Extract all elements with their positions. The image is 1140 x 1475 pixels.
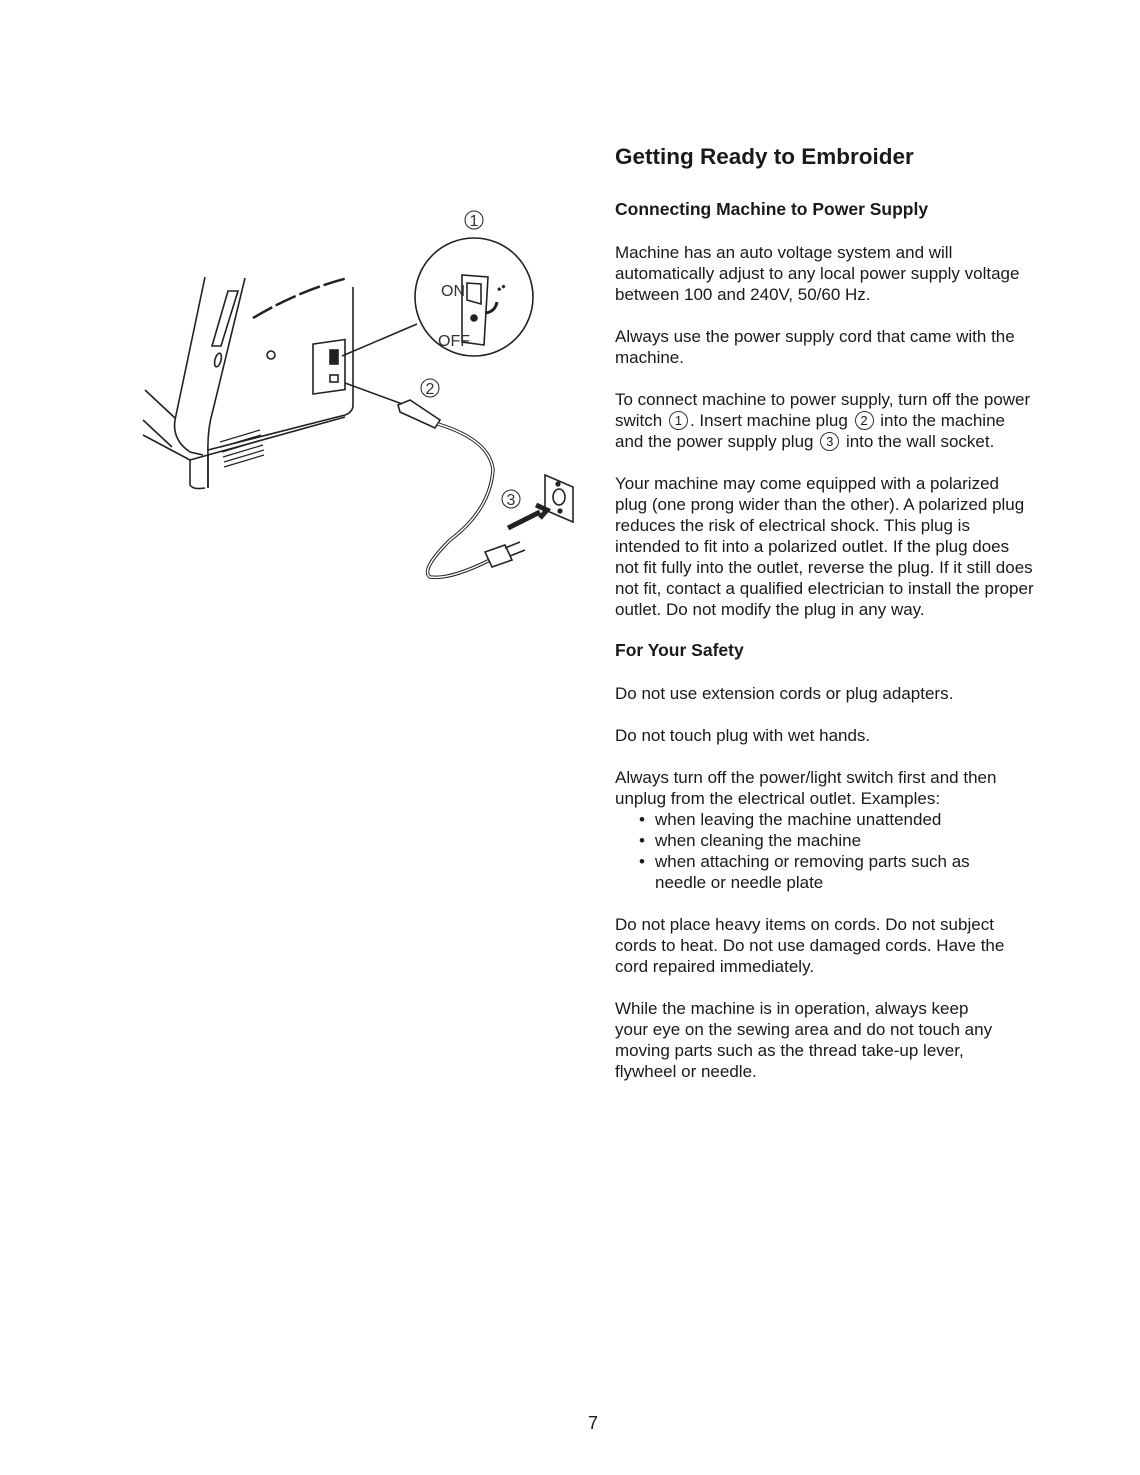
list-item: • when attaching or removing parts such as needle or needle plate (655, 851, 995, 893)
text: into the wall socket. (841, 432, 995, 451)
switch-on-label: ON (441, 283, 465, 300)
power-switch-detail (342, 238, 533, 356)
section-heading-power: Connecting Machine to Power Supply (615, 199, 929, 219)
section-heading-safety: For Your Safety (615, 640, 744, 660)
paragraph: Do not touch plug with wet hands. (615, 726, 871, 745)
text-column (615, 140, 1035, 1103)
paragraph: Do not place heavy items on cords. Do not subject cords to heat. Do not use damaged cords. Have the cord repaired immediately. (615, 915, 1005, 976)
text: . Insert machine plug (689, 411, 848, 430)
callout-1-label: 1 (469, 213, 479, 230)
switch-off-label: OFF (438, 333, 470, 350)
power-cord (345, 383, 525, 577)
list-item: • when leaving the machine unattended (655, 809, 1035, 830)
sewing-machine-illustration (143, 277, 353, 489)
bullet-list (615, 809, 1035, 893)
paragraph: Machine has an auto voltage system and will automatically adjust to any local power supply voltage between 100 and 240V, 50/60 Hz. (615, 243, 1020, 304)
paragraph: Do not use extension cords or plug adapters. (615, 684, 954, 703)
callout-3-ref: 3 (820, 432, 839, 451)
callout-1-ref: 1 (669, 411, 688, 430)
callout-3-label: 3 (506, 492, 516, 509)
paragraph: Your machine may come equipped with a polarized plug (one prong wider than the other). A polarized plug reduces the risk of electrical shock. This plug is intended to fit into a polarized outlet. If the plug does not fit fully into the outlet, reverse the plug. If it still does not fit, contact a qualified electrician to install the proper outlet. Do not modify the plug in any way. (615, 474, 1034, 619)
text: into the machine and the power supply plug (615, 411, 1005, 451)
page-title: Getting Ready to Embroider (615, 144, 914, 169)
callout-2-ref: 2 (855, 411, 874, 430)
paragraph: Always use the power supply cord that came with the machine. (615, 327, 1015, 367)
paragraph: While the machine is in operation, always keep your eye on the sewing area and do not touch any moving parts such as the thread take-up lever, flywheel or needle. (615, 999, 993, 1081)
list-item: • when cleaning the machine (655, 830, 1035, 851)
callout-2-label: 2 (425, 381, 435, 398)
page-number: 7 (587, 1413, 598, 1433)
text: To connect machine to power supply, turn off the power switch (615, 390, 1031, 430)
wall-outlet (508, 475, 573, 528)
paragraph: Always turn off the power/light switch first and then unplug from the electrical outlet. Examples: (615, 768, 997, 808)
paragraph-connect-steps (615, 389, 1035, 452)
